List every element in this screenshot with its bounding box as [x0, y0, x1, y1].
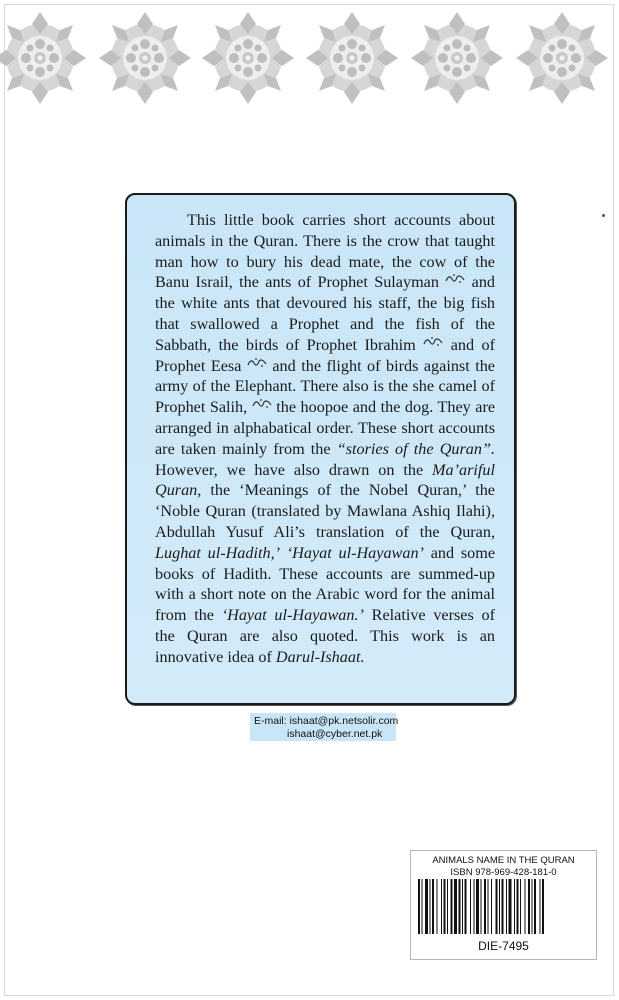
- blurb-text: Relative verses of the Quran are also quoted. This work: [155, 606, 496, 645]
- blurb-text: the hoopoe and the dog.: [276, 398, 434, 417]
- blurb-text: accounts are taken mainly from the: [155, 418, 495, 458]
- blurb-text: and the fish of the Sabbath, the birds of Prophet Ibrahim: [155, 314, 495, 354]
- blurb-text: word for the animal from the: [155, 585, 496, 625]
- blurb-italic: ‘Hayat ul-Hayawan.’: [221, 606, 364, 625]
- blurb-text: in the Quran. There is the crow that taught man how: [155, 231, 495, 271]
- blurb-text: and of Prophet Eesa: [155, 335, 496, 375]
- arabic-honorific-icon: [247, 357, 267, 367]
- blurb-text: devoured his staff, the big fish that swallowed a Prophet: [155, 294, 495, 333]
- speck: [602, 214, 605, 217]
- arabic-honorific-icon: [423, 336, 443, 346]
- blurb-text: and some books of Hadith. These: [155, 543, 496, 583]
- arabic-honorific-icon: [252, 398, 272, 408]
- product-code: DIE-7495: [478, 939, 529, 953]
- blurb-italic: Quran,: [155, 481, 202, 500]
- blurb-text: Quran (translated by Mawlana Ashiq Ilahi), Abdullah: [155, 502, 495, 541]
- blurb-italic: Darul-Ishaat.: [275, 647, 365, 666]
- isbn-number: ISBN 978-969-428-181-0: [450, 867, 557, 878]
- arabic-honorific-icon: [445, 273, 465, 283]
- blurb-text: camel of Prophet Salih,: [155, 377, 496, 417]
- blurb-italic: Ma’ariful: [432, 460, 495, 479]
- floral-ornament-band: [0, 8, 619, 108]
- blurb-text: against the army of the Elephant. There also is the she: [155, 356, 495, 396]
- barcode-bars: [418, 879, 590, 934]
- blurb-italic: ‘Hayat ul-Hayawan’: [286, 543, 424, 562]
- blurb-text: and the flight of birds: [272, 356, 419, 375]
- blurb-text: accounts are summed-up with a short note on the Arabic: [155, 564, 496, 604]
- blurb-text: They are arranged in alphabatical order. These short: [155, 398, 496, 437]
- blurb-text: Yusuf Ali’s translation of the Quran,: [225, 522, 495, 541]
- blurb-text: to bury his dead mate, the cow of the Banu Israil, the: [155, 252, 495, 292]
- blurb-italic: Quran”.: [439, 439, 496, 458]
- back-cover-blurb: [155, 210, 495, 668]
- blurb-text: ants of Prophet Sulayman: [265, 273, 439, 292]
- blurb-text: This little book carries short accounts about animals: [155, 211, 495, 250]
- blurb-text: the ‘Meanings of the Nobel Quran,’ the ‘Noble: [155, 481, 495, 521]
- barcode-title: ANIMALS NAME IN THE QURAN: [432, 855, 575, 866]
- blurb-text: is an innovative idea of: [155, 626, 495, 666]
- blurb-italic: Lughat ul-Hadith,’: [155, 543, 281, 562]
- email-primary: E-mail: ishaat@pk.netsolir.com: [254, 715, 399, 727]
- barcode-label: [410, 850, 597, 960]
- blurb-italic: “stories of the: [336, 439, 434, 458]
- blurb-text: However, we have also drawn on the: [155, 460, 433, 479]
- contact-email-box: [250, 713, 399, 741]
- email-secondary: ishaat@cyber.net.pk: [287, 728, 383, 740]
- blurb-text: and the white ants that: [155, 273, 496, 313]
